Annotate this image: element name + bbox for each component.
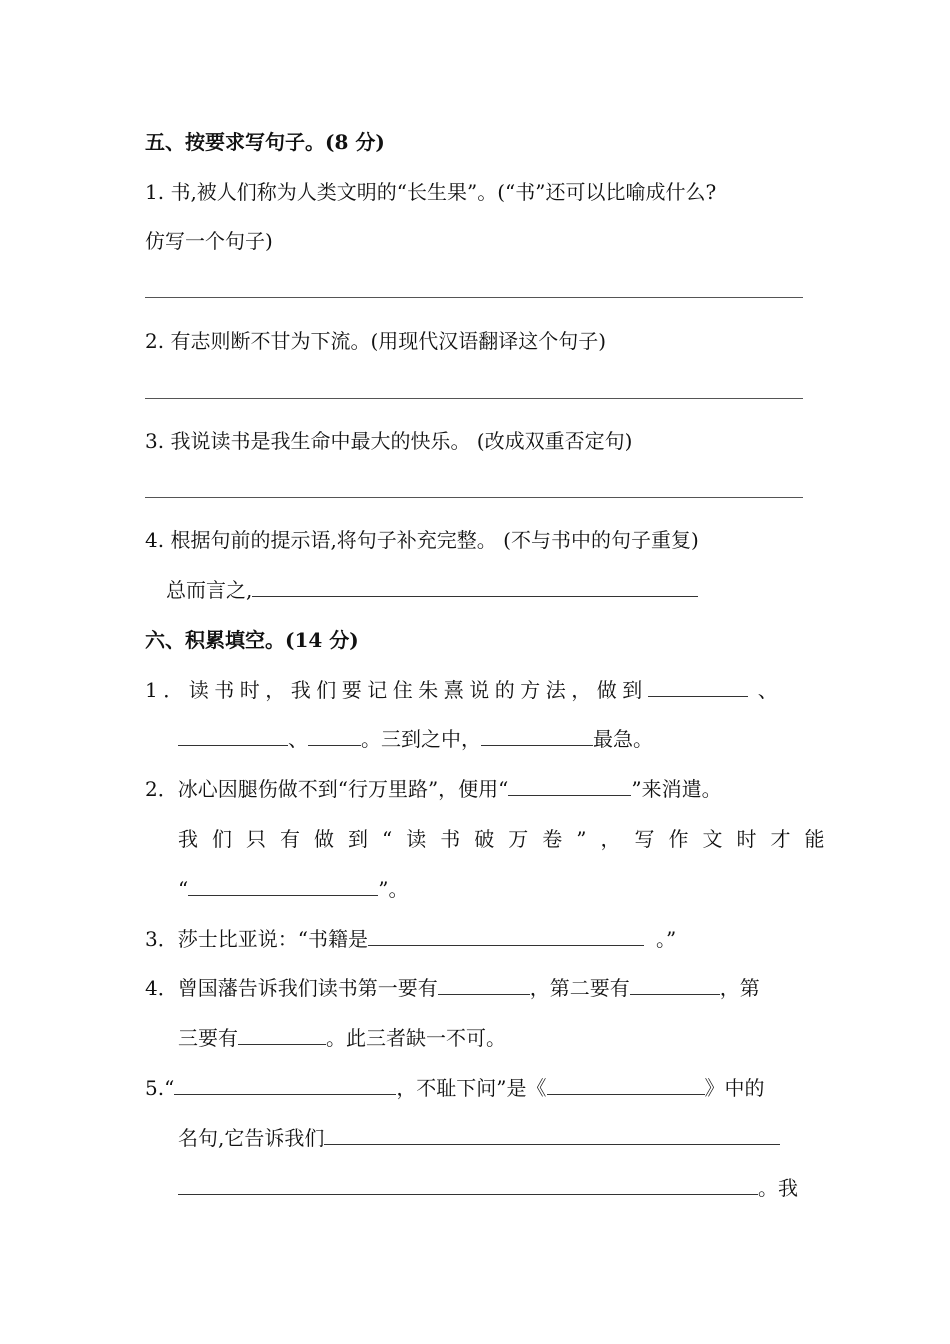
s6-q2-quote-close: ”。 bbox=[378, 877, 409, 901]
s6-q4-line1 bbox=[145, 974, 760, 1002]
s6-q4-blank-1[interactable] bbox=[438, 974, 530, 995]
s6-q4-text2: ，第二要有 bbox=[529, 976, 630, 1000]
s6-q1-blank-4[interactable] bbox=[481, 725, 593, 746]
s6-q5-text2: ，不耻下问”是《 bbox=[396, 1076, 547, 1100]
s6-q1-blank-3[interactable] bbox=[308, 725, 361, 746]
s6-q2-text: 2．冰心因腿伤做不到“行万里路”，便用“ bbox=[145, 777, 509, 801]
s6-q4-text3: ，第 bbox=[719, 976, 760, 1000]
s6-q5-text4: 名句,它告诉我们 bbox=[178, 1126, 325, 1150]
s6-q1-text3: 最急。 bbox=[593, 727, 653, 751]
s5-q2-answer-line[interactable] bbox=[145, 398, 803, 399]
s6-q5-line2 bbox=[178, 1124, 780, 1152]
s6-q1-sep2: 、 bbox=[288, 727, 308, 751]
s6-q3-end: 。” bbox=[655, 927, 677, 951]
s6-q5-blank-1[interactable] bbox=[174, 1074, 396, 1095]
section-6-title: 六、积累填空。(14 分) bbox=[145, 628, 359, 652]
s6-q5-blank-3[interactable] bbox=[324, 1124, 780, 1145]
s5-q1-line2: 仿写一个句子) bbox=[145, 229, 273, 253]
s5-q4-prompt: 总而言之, bbox=[166, 578, 253, 602]
s6-q4-text4: 三要有 bbox=[178, 1026, 238, 1050]
s5-q3-answer-line[interactable] bbox=[145, 497, 803, 498]
s6-q4-blank-2[interactable] bbox=[630, 974, 720, 995]
s6-q2-blank-1[interactable] bbox=[508, 775, 631, 796]
s6-q2-quote-open: “ bbox=[178, 877, 189, 901]
s5-q3: 3. 我说读书是我生命中最大的快乐。 (改成双重否定句) bbox=[145, 429, 633, 453]
s6-q2-line1 bbox=[145, 775, 722, 803]
s6-q3-line bbox=[145, 925, 676, 953]
s6-q1-blank-1[interactable] bbox=[648, 676, 748, 697]
s6-q4-line2 bbox=[178, 1024, 506, 1052]
s6-q4-blank-3[interactable] bbox=[238, 1024, 326, 1045]
s5-q1-line1: 1. 书,被人们称为人类文明的“长生果”。(“书”还可以比喻成什么? bbox=[145, 180, 717, 204]
s6-q5-blank-2[interactable] bbox=[547, 1074, 705, 1095]
s6-q5-text: 5.“ bbox=[145, 1076, 175, 1100]
s6-q1-text: 1．读书时，我们要记住朱熹说的方法，做到 bbox=[145, 678, 648, 702]
s6-q5-line3 bbox=[178, 1174, 798, 1202]
section-5-title: 五、按要求写句子。(8 分) bbox=[145, 130, 385, 154]
s6-q5-line1 bbox=[145, 1074, 765, 1102]
s6-q2-text2: ”来消遣。 bbox=[631, 777, 722, 801]
s5-q1-answer-line[interactable] bbox=[145, 297, 803, 298]
s6-q1-sep: 、 bbox=[757, 678, 778, 702]
s6-q5-text3: 》中的 bbox=[704, 1076, 765, 1100]
s5-q4-blank[interactable] bbox=[252, 576, 698, 597]
s5-q4-line2 bbox=[166, 576, 698, 604]
s6-q4-text5: 。此三者缺一不可。 bbox=[326, 1026, 506, 1050]
s6-q2-line2: 我们只有做到“读书破万卷”，写作文时才能 bbox=[178, 827, 839, 851]
s6-q1-text2: 。三到之中， bbox=[361, 727, 481, 751]
s6-q2-blank-2[interactable] bbox=[188, 875, 378, 896]
s6-q5-text5: 。我 bbox=[758, 1176, 798, 1200]
s6-q4-text: 4．曾国藩告诉我们读书第一要有 bbox=[145, 976, 438, 1000]
s5-q4: 4. 根据句前的提示语,将句子补充完整。 (不与书中的句子重复) bbox=[145, 528, 699, 552]
s6-q1-line2 bbox=[178, 725, 653, 753]
s6-q2-line3 bbox=[178, 875, 408, 903]
s5-q2: 2. 有志则断不甘为下流。(用现代汉语翻译这个句子) bbox=[145, 329, 607, 353]
s6-q3-text: 3．莎士比亚说：“书籍是 bbox=[145, 927, 368, 951]
s6-q5-blank-4[interactable] bbox=[178, 1174, 758, 1195]
s6-q1-line1 bbox=[145, 676, 778, 704]
s6-q3-blank[interactable] bbox=[368, 925, 644, 946]
s6-q1-blank-2[interactable] bbox=[178, 725, 288, 746]
